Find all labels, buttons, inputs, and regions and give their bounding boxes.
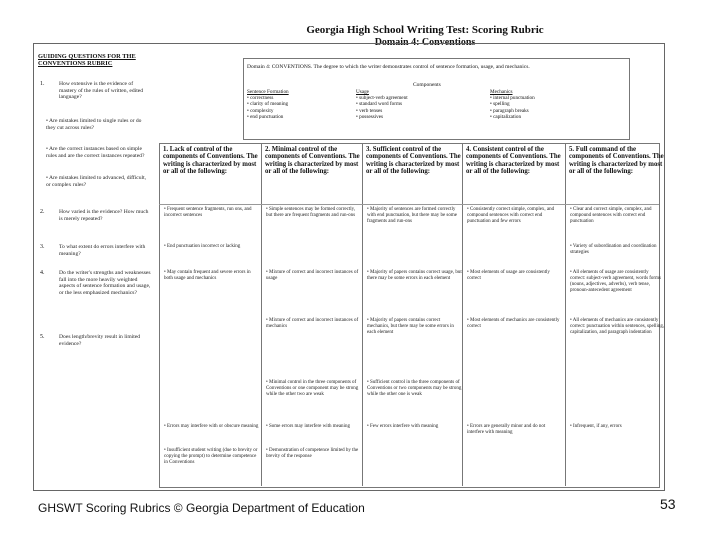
guide-number: 2. <box>40 209 45 215</box>
page-title: Georgia High School Writing Test: Scoring Rubric <box>306 24 544 36</box>
page-number: 53 <box>660 496 676 512</box>
domain-box <box>243 58 630 140</box>
score-level-header: 2. Minimal control of the components of Conventions. The writing is characterized by most or all of the following: <box>265 146 360 175</box>
rubric-descriptor: • Sufficient control in the three components of Conventions or two components may be strong while the other one is weak <box>367 380 462 397</box>
component-item: • standard word forms <box>356 101 403 108</box>
guide-number: 1. <box>40 81 45 87</box>
footer-credit: GHSWT Scoring Rubrics © Georgia Department of Education <box>38 501 365 515</box>
column-divider <box>565 143 566 486</box>
guide-number: 5. <box>40 334 45 340</box>
rubric-descriptor: • May contain frequent and severe errors in both usage and mechanics <box>164 270 251 281</box>
header-divider <box>159 204 659 205</box>
rubric-descriptor: • Errors are generally minor and do not interfere with meaning <box>467 424 546 435</box>
rubric-descriptor: • Majority of sentences are formed correctly with end punctuation, but there may be some fragments and run-ons <box>367 207 457 224</box>
rubric-descriptor: • Clear and correct simple, complex, and compound sentences with correct end punctuation <box>570 207 652 224</box>
column-divider <box>362 143 363 486</box>
component-column <box>490 89 535 120</box>
guide-question: To what extent do errors interfere with meaning? <box>59 244 146 257</box>
rubric-descriptor: • End punctuation incorrect or lacking <box>164 244 241 249</box>
rubric-descriptor: • Majority of papers contains correct usage, but there may be some errors in each element <box>367 270 462 281</box>
components-label: Components <box>413 82 441 88</box>
rubric-descriptor: • Most elements of usage are consistently correct <box>467 270 550 281</box>
rubric-descriptor: • Consistently correct simple, complex, and compound sentences with correct end punctuation and few errors <box>467 207 555 224</box>
rubric-descriptor: • Errors may interfere with or obscure meaning <box>164 424 259 429</box>
rubric-descriptor: • Majority of papers contains correct mechanics, but there may be some errors in each element <box>367 318 454 335</box>
rubric-descriptor: • Minimal control in the three components of Conventions or one component may be strong while the other two are weak <box>266 380 359 397</box>
guide-question: Do the writer's strengths and weaknesses fall into the more heavily weighted aspects of sentence formation and usage, or the less emphasized mechanics? <box>59 270 151 296</box>
rubric-descriptor: • Most elements of mechanics are consistently correct <box>467 318 560 329</box>
guide-question: • Are mistakes limited to single rules or do they cut across rules? <box>46 118 142 131</box>
rubric-descriptor: • Mixture of correct and incorrect instances of usage <box>266 270 359 281</box>
rubric-descriptor: • Frequent sentence fragments, run ons, and incorrect sentences <box>164 207 252 218</box>
component-item: • end punctuation <box>247 113 284 120</box>
component-item: • correctness <box>247 95 274 102</box>
component-column <box>247 89 289 120</box>
rubric-descriptor: • Demonstration of competence limited by the brevity of the response <box>266 448 359 459</box>
component-item: • complexity <box>247 107 274 114</box>
guide-question: Does length/brevity result in limited evidence? <box>59 334 141 347</box>
score-level-header: 4. Consistent control of the components of Conventions. The writing is characterized by most or all of the following: <box>466 146 561 175</box>
guide-question: • Are the correct instances based on simple rules and are the correct instances repeated? <box>46 146 145 159</box>
component-item: • paragraph breaks <box>490 107 529 114</box>
guide-question: • Are mistakes limited to advanced, difficult, or complex rules? <box>46 175 147 188</box>
rubric-descriptor: • Insufficient student writing (due to brevity or copying the prompt) to determine competence in Conventions <box>164 448 258 465</box>
component-item: • clarity of meaning <box>247 101 289 108</box>
component-heading: Usage <box>356 89 369 95</box>
rubric-descriptor: • Simple sentences may be formed correctly, but there are frequent fragments and run-ons <box>266 207 356 218</box>
rubric-descriptor: • Mixture of correct and incorrect instances of mechanics <box>266 318 359 329</box>
rubric-descriptor: • Variety of subordination and coordination strategies <box>570 244 657 255</box>
score-level-header: 1. Lack of control of the components of Conventions. The writing is characterized by most or all of the following: <box>163 146 258 175</box>
rubric-descriptor: • Infrequent, if any, errors <box>570 424 622 429</box>
component-heading: Mechanics <box>490 89 513 95</box>
component-item: • possessives <box>356 113 384 120</box>
component-item: • verb tenses <box>356 107 383 114</box>
page-subtitle: Domain 4: Conventions <box>374 37 476 48</box>
guide-number: 3. <box>40 244 45 250</box>
component-column <box>356 89 408 120</box>
guide-number: 4. <box>40 270 45 276</box>
column-divider <box>462 143 463 486</box>
component-item: • capitalization <box>490 113 522 120</box>
guide-question: How varied is the evidence? How much is merely repeated? <box>59 209 149 222</box>
rubric-descriptor: • All elements of mechanics are consistently correct: punctuation within sentences, spelling, capitalization, and paragraph indentation <box>570 318 665 335</box>
guide-question: How extensive is the evidence of mastery of the rules of written, edited language? <box>59 81 144 101</box>
rubric-descriptor: • Few errors interfere with meaning <box>367 424 439 429</box>
component-heading: Sentence Formation <box>247 89 289 95</box>
component-item: • internal punctuation <box>490 95 535 102</box>
guide-title: GUIDING QUESTIONS FOR THE CONVENTIONS RUBRIC <box>38 53 136 67</box>
domain-heading: Domain 4: CONVENTIONS. The degree to which the writer demonstrates control of sentence formation, usage, and mechanics. <box>247 64 530 70</box>
score-level-header: 5. Full command of the components of Conventions. The writing is characterized by most or all of the following: <box>569 146 664 175</box>
column-divider <box>261 143 262 486</box>
rubric-descriptor: • Some errors may interfere with meaning <box>266 424 350 429</box>
component-item: • subject-verb agreement <box>356 95 408 102</box>
rubric-descriptor: • All elements of usage are consistently correct: subject-verb agreement, words forms (nouns, adjectives, adverbs), verb tense, pronoun-antecedent agreement <box>570 270 661 293</box>
rubric-grid <box>159 143 660 488</box>
score-level-header: 3. Sufficient control of the components of Conventions. The writing is characterized by most or all of the following: <box>366 146 461 175</box>
component-item: • spelling <box>490 101 510 108</box>
